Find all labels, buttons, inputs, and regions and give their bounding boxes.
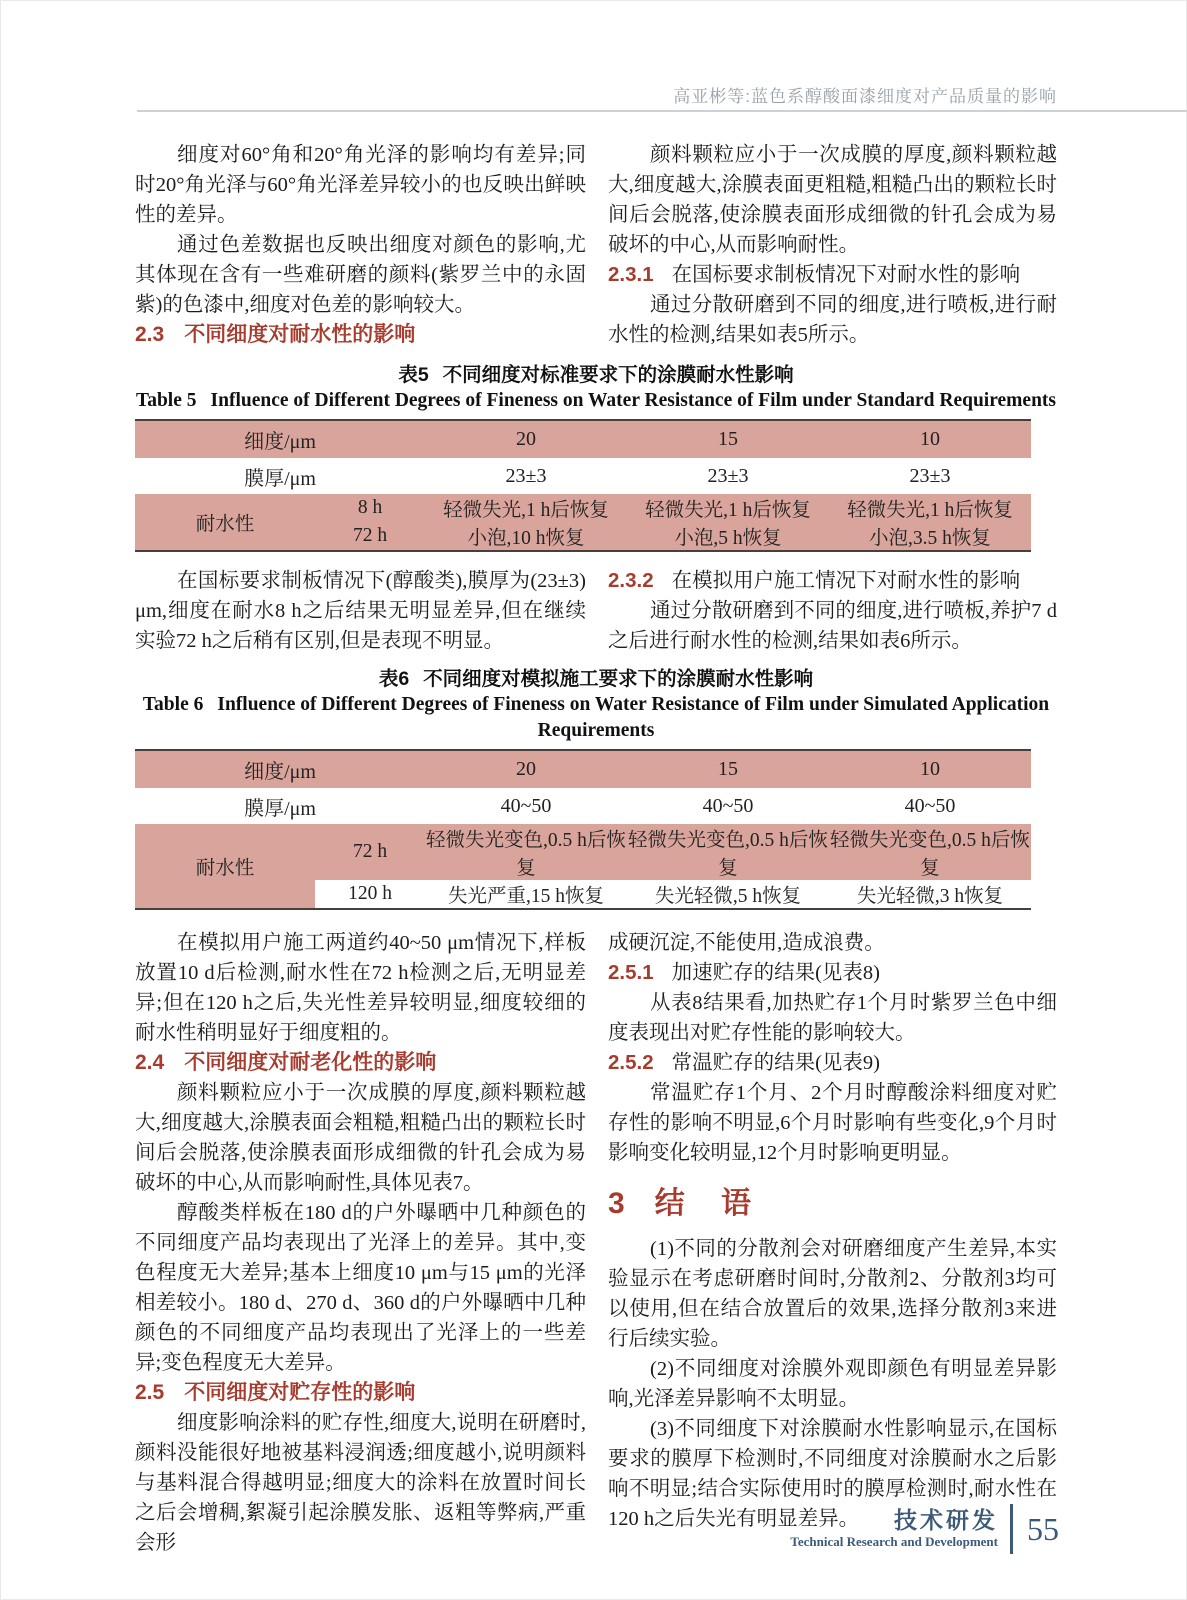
table-cell: 失光轻微,5 h恢复: [654, 886, 802, 907]
paragraph: 细度影响涂料的贮存性,细度大,说明在研磨时,颜料没能很好地被基料浸润透;细度越小,说明颜料与基料混合得越明显;细度大的涂料在放置时间长之后会增稠,絮凝引起涂膜发胀、返粗等弊病,严重会形: [135, 1412, 586, 1554]
table-cell: 膜厚/μm: [244, 797, 316, 820]
paragraph: 成硬沉淀,不能使用,造成浪费。: [608, 932, 885, 954]
section-heading-2-3-1: [608, 260, 1057, 290]
table-cell: 轻微失光变色,0.5 h后恢复: [425, 824, 627, 880]
section-1-left-column: [135, 140, 586, 350]
table-cell: 20: [425, 420, 627, 458]
table6-title-cn: [135, 666, 1057, 692]
table-cell: 23±3: [909, 464, 951, 487]
paragraph: 通过分散研磨到不同的细度,进行喷板,进行耐水性的检测,结果如表5所示。: [608, 294, 1057, 346]
header-rule: [137, 110, 1187, 112]
table-cell: 8 h: [315, 494, 425, 522]
table-row: [135, 750, 1031, 788]
table-number: 表5: [398, 364, 429, 386]
table6-title-en: [135, 692, 1057, 718]
table-cell: 40~50: [904, 794, 956, 817]
paragraph: (1)不同的分散剂会对研磨细度产生差异,本实验显示在考虑研磨时间时,分散剂2、分散剂3均可以使用,但在结合放置后的效果,选择分散剂3来进行后续实验。: [608, 1238, 1057, 1350]
table-number: Table 5: [136, 390, 197, 411]
table-cell: 40~50: [702, 794, 754, 817]
heading-number: 2.5: [135, 1381, 165, 1404]
heading-text: 不同细度对贮存性的影响: [184, 1381, 416, 1404]
table-cell: 细度/μm: [135, 420, 425, 458]
section-3-right-column: [608, 928, 1057, 1558]
section-heading-2-3: [135, 320, 586, 350]
table-cell: 小泡,10 h恢复: [425, 522, 627, 551]
table-cell: 72 h: [315, 522, 425, 551]
heading-text: 常温贮存的结果(见表9): [671, 1052, 881, 1074]
table-number: 表6: [378, 668, 410, 690]
table6-block: [135, 666, 1057, 910]
footer-label-cn: 技术研发: [894, 1507, 998, 1533]
table5-title-cn: [135, 362, 1057, 388]
table-row: [135, 494, 1031, 522]
heading-text: 结 语: [654, 1187, 766, 1220]
table-cell: 20: [425, 750, 627, 788]
section-heading-2-5: [135, 1378, 586, 1408]
table-number: Table 6: [142, 694, 204, 715]
table-cell: 40~50: [500, 794, 552, 817]
table-cell: 轻微失光,1 h后恢复: [627, 494, 829, 522]
table-title-text: 不同细度对标准要求下的涂膜耐水性影响: [442, 364, 794, 386]
page-number: 55: [1027, 1511, 1059, 1547]
section-2: [135, 566, 1057, 656]
heading-text: 不同细度对耐老化性的影响: [184, 1051, 437, 1074]
table-cell: 失光轻微,3 h恢复: [856, 886, 1004, 907]
heading-number: 2.3: [135, 323, 165, 346]
table-cell: 轻微失光,1 h后恢复: [425, 494, 627, 522]
paragraph: 细度对60°角和20°角光泽的影响均有差异;同时20°角光泽与60°角光泽差异较小的也反映出鲜映性的差异。: [135, 144, 586, 226]
table-cell: 轻微失光变色,0.5 h后恢复: [627, 824, 829, 880]
heading-number: 3: [608, 1187, 625, 1220]
table6-title-en-line2: Requirements: [537, 720, 655, 741]
table-title-text: Influence of Different Degrees of Fineness on Water Resistance of Film under Standard Requirements: [210, 390, 1056, 411]
paragraph: 通过分散研磨到不同的细度,进行喷板,养护7 d之后进行耐水性的检测,结果如表6所示。: [608, 600, 1057, 652]
table-cell: 耐水性: [135, 824, 315, 909]
table-cell: 23±3: [505, 464, 547, 487]
table-cell: 小泡,3.5 h恢复: [829, 522, 1031, 551]
table6: [135, 749, 1031, 910]
table-cell: 细度/μm: [135, 750, 425, 788]
section-heading-2-4: [135, 1048, 586, 1078]
footer-section-label: [790, 1507, 998, 1551]
table-row: [135, 788, 1031, 824]
table-cell: 膜厚/μm: [244, 467, 316, 490]
table-title-text: 不同细度对模拟施工要求下的涂膜耐水性影响: [423, 668, 814, 690]
table-cell: 轻微失光变色,0.5 h后恢复: [829, 824, 1031, 880]
table5-title-en: [135, 388, 1057, 414]
running-head: 高亚彬等:蓝色系醇酸面漆细度对产品质量的影响: [673, 87, 1057, 106]
table-cell: 轻微失光,1 h后恢复: [829, 494, 1031, 522]
paragraph: 通过色差数据也反映出细度对颜色的影响,尤其体现在含有一些难研磨的颜料(紫罗兰中的永固紫)的色漆中,细度对色差的影响较大。: [135, 234, 586, 316]
section-3-left-column: [135, 928, 586, 1558]
section-heading-2-3-2: [608, 566, 1057, 596]
table-row: [135, 824, 1031, 880]
table5: [135, 419, 1031, 552]
table5-block: [135, 362, 1057, 552]
heading-text: 不同细度对耐水性的影响: [184, 323, 416, 346]
paragraph: 颜料颗粒应小于一次成膜的厚度,颜料颗粒越大,细度越大,涂膜表面会粗糙,粗糙凸出的颗粒长时间后会脱落,使涂膜表面形成细微的针孔会成为易破坏的中心,从而影响耐性,具体见表7。: [135, 1082, 586, 1194]
page-footer: [790, 1504, 1059, 1554]
table-cell: 10: [829, 420, 1031, 458]
table-cell: 15: [627, 750, 829, 788]
heading-text: 在国标要求制板情况下对耐水性的影响: [671, 264, 1021, 286]
footer-divider-bar: [1010, 1504, 1013, 1554]
paragraph: 颜料颗粒应小于一次成膜的厚度,颜料颗粒越大,细度越大,涂膜表面更粗糙,粗糙凸出的颗粒长时间后会脱落,使涂膜表面形成细微的针孔会成为易破坏的中心,从而影响耐性。: [608, 144, 1057, 256]
section-2-right-column: [608, 566, 1057, 656]
paragraph: 在模拟用户施工两道约40~50 μm情况下,样板放置10 d后检测,耐水性在72 h检测之后,无明显差异;但在120 h之后,失光性差异较明显,细度较细的耐水性稍明显好于细度粗的。: [135, 932, 586, 1044]
section-2-left-column: [135, 566, 586, 656]
section-3: [135, 928, 1057, 1558]
heading-text: 在模拟用户施工情况下对耐水性的影响: [671, 570, 1021, 592]
table-cell: 失光严重,15 h恢复: [447, 886, 604, 907]
paragraph: (2)不同细度对涂膜外观即颜色有明显差异影响,光泽差异影响不太明显。: [608, 1358, 1057, 1410]
section-heading-3: [608, 1184, 1057, 1224]
table-cell: 15: [627, 420, 829, 458]
table-cell: 10: [829, 750, 1031, 788]
section-1: [135, 140, 1057, 350]
footer-label-en: Technical Research and Development: [790, 1534, 998, 1549]
paragraph: 在国标要求制板情况下(醇酸类),膜厚为(23±3) μm,细度在耐水8 h之后结果无明显差异,但在继续实验72 h之后稍有区别,但是表现不明显。: [135, 570, 586, 652]
table-title-text: Influence of Different Degrees of Fineness on Water Resistance of Film under Simulated Application: [217, 694, 1050, 715]
table-cell: 耐水性: [135, 494, 315, 551]
table-cell: 小泡,5 h恢复: [627, 522, 829, 551]
paragraph: 常温贮存1个月、2个月时醇酸涂料细度对贮存性的影响不明显,6个月时影响有些变化,9个月时影响变化较明显,12个月时影响更明显。: [608, 1082, 1057, 1164]
paragraph: (3)不同细度下对涂膜耐水性影响显示,在国标要求的膜厚下检测时,不同细度对涂膜耐水之后影响不明显;结合实际使用时的膜厚检测时,耐水性在120 h之后失光有明显差异。: [608, 1418, 1057, 1530]
section-heading-2-5-2: [608, 1048, 1057, 1078]
paragraph: 从表8结果看,加热贮存1个月时紫罗兰色中细度表现出对贮存性能的影响较大。: [608, 992, 1057, 1044]
heading-number: 2.3.2: [608, 569, 654, 592]
heading-number: 2.3.1: [608, 263, 654, 286]
heading-number: 2.4: [135, 1051, 165, 1074]
table-cell: 72 h: [315, 824, 425, 880]
paragraph: 醇酸类样板在180 d的户外曝晒中几种颜色的不同细度产品均表现出了光泽上的差异。其中,变色程度无大差异;基本上细度10 μm与15 μm的光泽相差较小。180 d、270 d、360 d的户外曝晒中几种颜色的不同细度产品均表现出了光泽上的一些差异;变色程度无大差异。: [135, 1202, 586, 1374]
table-row: [135, 458, 1031, 494]
table-cell: 23±3: [707, 464, 749, 487]
heading-number: 2.5.1: [608, 961, 654, 984]
table-cell: 120 h: [348, 883, 392, 904]
section-heading-2-5-1: [608, 958, 1057, 988]
table-row: [135, 420, 1031, 458]
heading-text: 加速贮存的结果(见表8): [671, 962, 881, 984]
heading-number: 2.5.2: [608, 1051, 654, 1074]
section-1-right-column: [608, 140, 1057, 350]
page-content: [135, 140, 1057, 1558]
